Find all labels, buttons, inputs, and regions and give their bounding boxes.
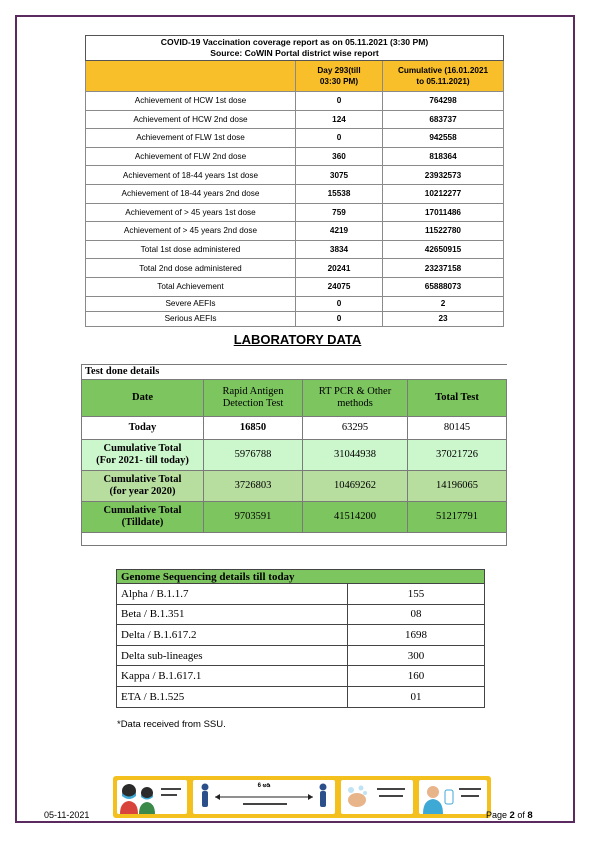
vaccination-row [86,311,504,326]
vaccination-row-label: Achievement of 18-44 years 2nd dose [86,184,296,203]
vaccination-row-day: 759 [296,203,383,222]
vaccination-row-day: 3075 [296,166,383,185]
lab-row-cumall [82,502,507,533]
vaccination-row-cumulative: 17011486 [383,203,504,222]
vaccination-row-cumulative: 10212277 [383,184,504,203]
vaccination-row [86,129,504,148]
vaccination-row-label: Total 1st dose administered [86,240,296,259]
vaccination-row-cumulative: 764298 [383,92,504,111]
lab-cum2020-label-l2: (for year 2020) [109,486,176,497]
vaccination-row [86,203,504,222]
header-day-l2: 03:30 PM) [319,77,359,86]
lab-cumall-total: 51217791 [408,502,507,533]
lab-cum2021-total: 37021726 [408,440,507,471]
lab-caption-blank [303,365,507,380]
vaccination-row-cumulative: 2 [383,296,504,311]
header-cum-l1: Cumulative (16.01.2021 [397,66,489,75]
page-current: 2 [509,810,515,821]
lab-col-date: Date [82,380,204,417]
genome-count: 01 [348,686,485,707]
vaccination-title-line1: COVID-19 Vaccination coverage report as on 05.11.2021 (3:30 PM) [160,37,429,47]
lab-row-cum2021 [82,440,507,471]
handwash-icon [341,780,413,814]
data-source-note: *Data received from SSU. [117,719,226,730]
genome-variant: Delta sub-lineages [117,645,348,666]
lab-col-rtpcr-l2: methods [337,398,373,409]
vaccination-title [86,36,504,61]
lab-col-rtpcr [303,380,408,417]
vaccination-row-label: Achievement of FLW 2nd dose [86,147,296,166]
vaccination-row-cumulative: 942558 [383,129,504,148]
genome-variant: Delta / B.1.617.2 [117,625,348,646]
lab-cum2021-rat: 5976788 [204,440,303,471]
genome-count: 08 [348,604,485,625]
genome-title: Genome Sequencing details till today [117,570,485,584]
lab-caption: Test done details [82,365,303,380]
vaccination-row-label: Achievement of > 45 years 1st dose [86,203,296,222]
header-day-l1: Day 293(till [317,66,361,75]
footer-page-number [486,810,533,821]
doctor-panel [419,780,487,814]
lab-today-total: 80145 [408,417,507,440]
lab-cumall-label [82,502,204,533]
genome-row [117,625,485,646]
genome-variant: Kappa / B.1.617.1 [117,666,348,687]
page-of: of [514,810,528,820]
vaccination-row [86,166,504,185]
lab-cum2020-label-l1: Cumulative Total [103,473,182,485]
lab-cum2020-rat: 3726803 [204,471,303,502]
lab-cumall-label-l1: Cumulative Total [103,504,182,516]
vaccination-row-day: 0 [296,129,383,148]
vaccination-row-day: 3834 [296,240,383,259]
vaccination-row-day: 0 [296,311,383,326]
lab-cum2021-label-l1: Cumulative Total [103,442,182,454]
vaccination-row [86,147,504,166]
header-cum-l2: to 05.11.2021) [416,77,470,86]
genome-row [117,686,485,707]
page-prefix: Page [486,810,510,820]
genome-table [116,569,485,708]
lab-cum2020-total: 14196065 [408,471,507,502]
vaccination-row-cumulative: 818364 [383,147,504,166]
vaccination-row-label: Total Achievement [86,277,296,296]
vaccination-row [86,277,504,296]
genome-row [117,604,485,625]
genome-variant: Beta / B.1.351 [117,604,348,625]
genome-row [117,666,485,687]
lab-cumall-label-l2: (Tilldate) [121,517,164,528]
vaccination-row-day: 124 [296,110,383,129]
lab-cum2020-label [82,471,204,502]
doctor-icon [419,780,487,814]
header-cumulative [383,61,504,92]
genome-variant: ETA / B.1.525 [117,686,348,707]
vaccination-row-label: Achievement of FLW 1st dose [86,129,296,148]
mask-person-icon [117,780,187,814]
advisory-banner [113,776,491,818]
lab-col-rat [204,380,303,417]
vaccination-row-cumulative: 65888073 [383,277,504,296]
vaccination-row-day: 4219 [296,222,383,241]
lab-col-rat-l2: Detection Test [222,398,284,409]
vaccination-row-label: Achievement of > 45 years 2nd dose [86,222,296,241]
lab-today-label: Today [82,417,204,440]
vaccination-row-cumulative: 683737 [383,110,504,129]
vaccination-title-line2: Source: CoWIN Portal district wise report [210,48,379,58]
vaccination-row-label: Total 2nd dose administered [86,259,296,278]
vaccination-row [86,222,504,241]
vaccination-row-label: Serious AEFIs [86,311,296,326]
vaccination-row-day: 15538 [296,184,383,203]
lab-today-rat: 16850 [204,417,303,440]
genome-count: 300 [348,645,485,666]
vaccination-row-label: Achievement of 18-44 years 1st dose [86,166,296,185]
lab-today-rtpcr: 63295 [303,417,408,440]
genome-variant: Alpha / B.1.1.7 [117,584,348,605]
lab-col-rat-l1: Rapid Antigen [222,385,284,397]
genome-row [117,645,485,666]
genome-count: 155 [348,584,485,605]
lab-row-cum2020 [82,471,507,502]
genome-count: 160 [348,666,485,687]
lab-cum2021-rtpcr: 31044938 [303,440,408,471]
lab-col-total: Total Test [408,380,507,417]
lab-footer-blank [82,533,507,546]
vaccination-row [86,296,504,311]
vaccination-row [86,110,504,129]
mask-panel [117,780,187,814]
vaccination-row [86,92,504,111]
lab-cum2021-label [82,440,204,471]
vaccination-row-cumulative: 23932573 [383,166,504,185]
lab-cumall-rat: 9703591 [204,502,303,533]
vaccination-row-cumulative: 23237158 [383,259,504,278]
header-blank-cell [86,61,296,92]
vaccination-row-cumulative: 42650915 [383,240,504,259]
handwash-panel [341,780,413,814]
laboratory-table [81,364,507,546]
vaccination-row-cumulative: 11522780 [383,222,504,241]
lab-cum2021-label-l2: (For 2021- till today) [96,455,189,466]
laboratory-heading: LABORATORY DATA [233,332,362,347]
vaccination-row [86,259,504,278]
vaccination-row [86,240,504,259]
lab-cumall-rtpcr: 41514200 [303,502,408,533]
vaccination-row-day: 24075 [296,277,383,296]
vaccination-row-day: 20241 [296,259,383,278]
vaccination-row-day: 0 [296,296,383,311]
vaccination-row-day: 0 [296,92,383,111]
vaccination-row-label: Achievement of HCW 2nd dose [86,110,296,129]
vaccination-row-cumulative: 23 [383,311,504,326]
lab-col-rtpcr-l1: RT PCR & Other [318,385,392,397]
genome-row [117,584,485,605]
vaccination-row-label: Achievement of HCW 1st dose [86,92,296,111]
vaccination-row [86,184,504,203]
vaccination-table [85,35,504,327]
genome-count: 1698 [348,625,485,646]
footer-date: 05-11-2021 [44,810,90,820]
distance-panel [193,780,335,814]
header-day [296,61,383,92]
lab-cum2020-rtpcr: 10469262 [303,471,408,502]
distance-label: 6 ಅಡಿ [257,783,271,789]
vaccination-row-label: Severe AEFIs [86,296,296,311]
lab-row-today [82,417,507,440]
vaccination-row-day: 360 [296,147,383,166]
page-total: 8 [527,810,533,821]
